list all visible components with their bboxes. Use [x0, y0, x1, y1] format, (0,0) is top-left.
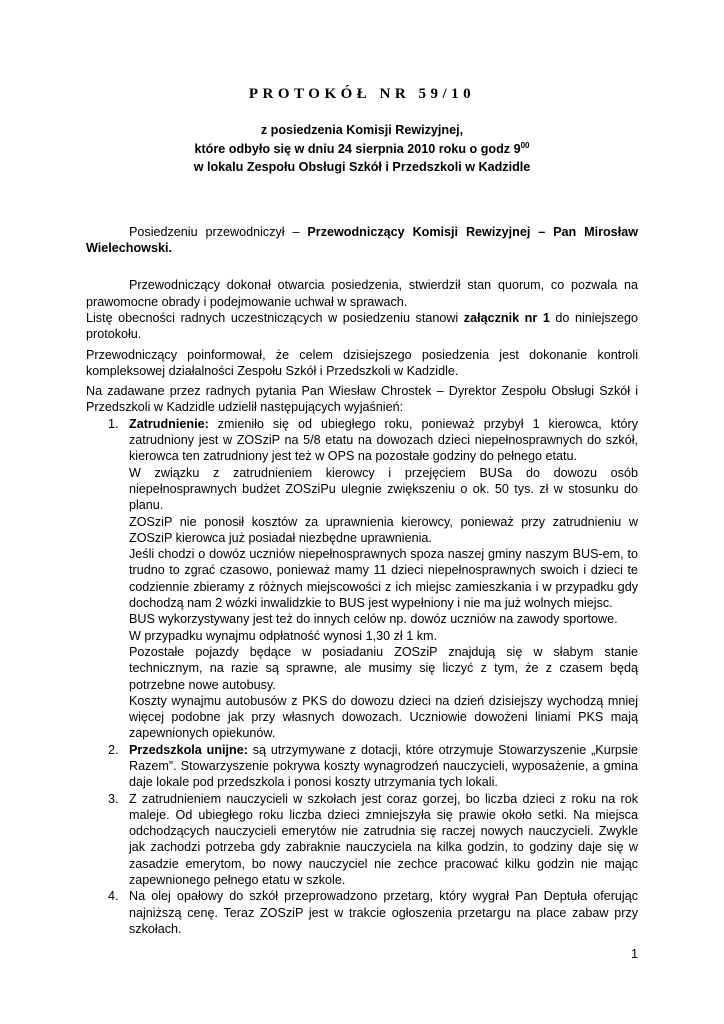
list-item-number: 3.: [108, 791, 119, 806]
subtitle-date-text: które odbyło się w dniu 24 sierpnia 2010 roku o godz 9: [194, 141, 521, 156]
list-item-text: Z zatrudnieniem nauczycieli w szkołach jest coraz gorzej, bo liczba dzieci z roku na rok maleje. Od ubiegłego roku liczba dzieci zmniejszyła się prawie około setki. Na miejsca odchodzących nauczycieli emerytów nie zatrudnia się raczej nowych nauczycieli. Zwykle jak zachodzi potrzeba gdy zabraknie nauczyciela na kilka godzin, to godziny daje się w zasadzie emerytom, bo nowy nauczyciel nie zechce pracować kilku godzin nie mając zapewnionego pełnego etatu w szkole.: [129, 791, 638, 888]
list-item-text: Pozostałe pojazdy będące w posiadaniu ZOSziP znajdują się w słabym stanie technicznym, na razie są sprawne, ale musimy się liczyć z tym, że z czasem będą potrzebne nowe autobusy.: [129, 644, 638, 692]
list-item-text: ZOSziP nie ponosił kosztów za uprawnienia kierowcy, ponieważ przy zatrudnieniu w ZOSziP kierowca już posiadał niezbędne uprawnienia.: [129, 514, 638, 545]
list-item-text: W związku z zatrudnieniem kierowcy i przejęciem BUSa do dowozu osób niepełnosprawnych budżet ZOSziPu ulegnie zwiększeniu o ok. 50 tys. zł w stosunku do planu.: [129, 465, 638, 513]
subtitle-date: [86, 140, 638, 159]
list-item-paragraph: [129, 546, 638, 611]
list-item-paragraph: [129, 644, 638, 693]
chair-paragraph: [86, 224, 638, 257]
list-item-paragraph: [129, 416, 638, 465]
list-item-number: 1.: [108, 416, 119, 431]
list-item-text: Jeśli chodzi o dowóz uczniów niepełnosprawnych spoza naszej gminy naszym BUS-em, to trudno to zgrać czasowo, ponieważ mamy 11 dzieci niepełnosprawnych swoich i dzieci te codziennie zbieramy z różnych miejscowości z ich miejsc zamieszkania i w przypadku gdy dochodzą nam 2 wózki inwalidzkie to BUS jest wypełniony i nie ma już wolnych miejsc.: [129, 547, 638, 611]
list-item-text: W przypadku wynajmu odpłatność wynosi 1,30 zł 1 km.: [129, 628, 437, 643]
list-item: [86, 742, 638, 791]
list-item-paragraph: [129, 611, 638, 627]
list-item-heading: Zatrudnienie:: [129, 416, 209, 431]
list-item-paragraph: [129, 465, 638, 514]
subtitle-time-minutes: 00: [520, 140, 530, 150]
list-item-text: Na olej opałowy do szkół przeprowadzono przetarg, który wygrał Pan Deptuła oferując najniższą cenę. Teraz ZOSziP jest w trakcie ogłoszenia przetargu na place zabaw przy szkołach.: [129, 889, 638, 936]
list-item-paragraph: [129, 628, 638, 644]
list-item-heading: Przedszkola unijne:: [129, 742, 248, 757]
list-item-text: zmieniło się od ubiegłego roku, ponieważ przybył 1 kierowca, który zatrudniony jest w ZOSziP na 5/8 etatu na dowozach dzieci niepełnosprawnych do szkół, kierowca ten zatrudniony jest też w OPS na pozostałe godziny do pełnego etatu.: [129, 416, 638, 464]
list-item-paragraph: [129, 791, 638, 889]
list-item-paragraph: [129, 693, 638, 742]
opening-paragraph: Przewodniczący dokonał otwarcia posiedzenia, stwierdził stan quorum, co pozwala na prawomocne obrady i podejmowanie uchwał w sprawach.: [86, 278, 638, 309]
questions-paragraph: Na zadawane przez radnych pytania Pan Wiesław Chrostek – Dyrektor Zespołu Obsługi Szkół i Przedszkoli w Kadzidle udzielił następujących wyjaśnień:: [86, 384, 638, 415]
attendance-text-c: do niniejszego protokołu.: [86, 310, 638, 342]
attendance-text-a: Listę obecności radnych uczestniczących w posiedzeniu stanowi: [86, 310, 464, 325]
list-item-text: BUS wykorzystywany jest też do innych celów np. dowóz uczniów na zawody sportowe.: [129, 612, 618, 627]
list-item-paragraph: [129, 888, 638, 937]
chair-prefix: Posiedzeniu przewodniczył –: [129, 224, 308, 239]
subtitle-meeting: z posiedzenia Komisji Rewizyjnej,: [260, 123, 464, 138]
document-title: PROTOKÓŁ NR 59/10: [248, 86, 476, 102]
list-item-paragraph: [129, 742, 638, 791]
explanations-list: [86, 416, 638, 938]
attachment-reference: załącznik nr 1: [463, 310, 550, 325]
list-item-number: 2.: [108, 742, 119, 757]
subtitle-location: w lokalu Zespołu Obsługi Szkół i Przedszkoli w Kadzidle: [193, 160, 531, 175]
list-item: [86, 791, 638, 889]
attendance-paragraph: [86, 310, 638, 343]
list-item-text: są utrzymywane z dotacji, które otrzymuje Stowarzyszenie „Kurpsie Razem”. Stowarzyszenie pokrywa koszty wynagrodzeń nauczycieli, wyposażenie, a gmina daje lokale pod przedszkola i ponosi koszty utrzymania tych lokali.: [129, 742, 638, 790]
page-number: 1: [630, 947, 638, 961]
list-item: [86, 888, 638, 937]
chair-name: Przewodniczący Komisji Rewizyjnej – Pan Mirosław Wielechowski.: [86, 224, 638, 256]
list-item-text: Koszty wynajmu autobusów z PKS do dowozu dzieci na dzień dzisiejszy wychodzą mniej więcej podobne jak przy własnych dowozach. Uczniowie dowożeni liniami PKS mają zapewnionych opiekunów.: [129, 693, 638, 741]
list-item: [86, 416, 638, 742]
purpose-paragraph: Przewodniczący poinformował, że celem dzisiejszego posiedzenia jest dokonanie kontroli kompleksowej działalności Zespołu Szkół i Przedszkoli w Kadzidle.: [86, 347, 638, 378]
list-item-paragraph: [129, 514, 638, 547]
list-item-number: 4.: [108, 889, 119, 904]
